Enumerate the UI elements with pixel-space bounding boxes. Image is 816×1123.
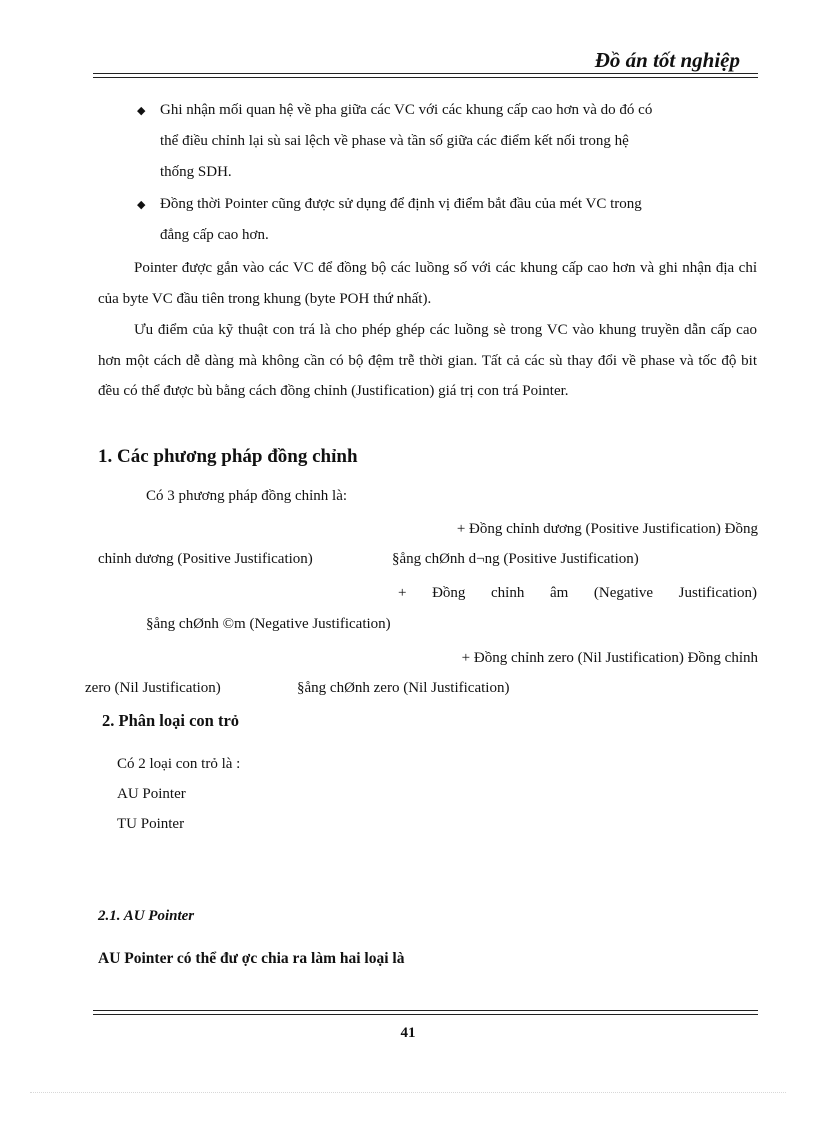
bullet-1-line-2: thể điều chỉnh lại sù sai lệch về phase và tần số giữa các điểm kết nối trong hệ: [160, 133, 629, 149]
section-2-1-text: AU Pointer có thể đư ợc chia ra làm hai loại là: [98, 950, 405, 967]
footer-rule-bottom: [93, 1014, 758, 1015]
pointer-type-item: TU Pointer: [117, 816, 185, 832]
section-1-intro: Có 3 phương pháp đồng chỉnh là:: [146, 488, 348, 504]
paragraph-pointer: Pointer được gắn vào các VC để đồng bộ các luồng số với các khung cấp cao hơn và ghi nhận địa chỉ của byte VC đầu tiên trong khung (byte POH thứ nhất).: [98, 260, 757, 307]
header-rule-bottom: [93, 77, 758, 78]
method-2-garbled: §ång chØnh ©m (Negative Justification): [146, 616, 391, 632]
method-1-line-2: chỉnh dương (Positive Justification): [98, 551, 313, 567]
method-3-line-1: + Đồng chỉnh zero (Nil Justification) Đồng chỉnh: [461, 650, 758, 666]
method-3-garbled: §ång chØnh zero (Nil Justification): [297, 680, 510, 696]
pointer-type-item: AU Pointer: [117, 786, 186, 802]
method-3-line-2: zero (Nil Justification): [85, 680, 221, 696]
bullet-1-line-3: thống SDH.: [160, 164, 232, 180]
section-2-heading: 2. Phân loại con trỏ: [102, 711, 240, 730]
bullet-diamond-icon: ◆: [137, 105, 146, 117]
section-2-1-heading: 2.1. AU Pointer: [98, 908, 195, 924]
bullet-2-line-1: Đồng thời Pointer cũng được sử dụng để định vị điểm bắt đầu của mét VC trong: [160, 196, 642, 212]
bullet-2-line-2: đẳng cấp cao hơn.: [160, 227, 269, 243]
header-title: Đồ án tốt nghiệp: [594, 48, 740, 72]
section-2-intro: Có 2 loại con trỏ là :: [117, 756, 241, 772]
bullet-1-line-1: Ghi nhận mối quan hệ về pha giữa các VC với các khung cấp cao hơn và do đó có: [160, 102, 653, 118]
paragraph-advantages: Ưu điểm của kỹ thuật con trá là cho phép ghép các luồng sè trong VC vào khung truyền dẫn cấp cao hơn một cách dễ dàng mà không cần có bộ đệm trễ thời gian. Tất cả các sù thay đổi về phase và tốc độ bit đều có thể được bù bằng cách đồng chỉnh (Justification) giá trị con trá Pointer.: [98, 322, 757, 399]
method-2-line-1: + Đồng chỉnh âm (Negative Justification): [398, 585, 757, 601]
section-1-heading: 1. Các phương pháp đồng chỉnh: [98, 446, 358, 467]
page-number: 41: [400, 1025, 416, 1041]
method-1-line-1: + Đồng chỉnh dương (Positive Justification) Đồng: [456, 521, 758, 537]
method-1-garbled: §ång chØnh d¬ng (Positive Justification): [392, 551, 639, 567]
page-boundary-divider: [30, 1092, 786, 1093]
bullet-diamond-icon: ◆: [137, 199, 146, 211]
header-rule-top: [93, 73, 758, 74]
footer-rule-top: [93, 1010, 758, 1011]
